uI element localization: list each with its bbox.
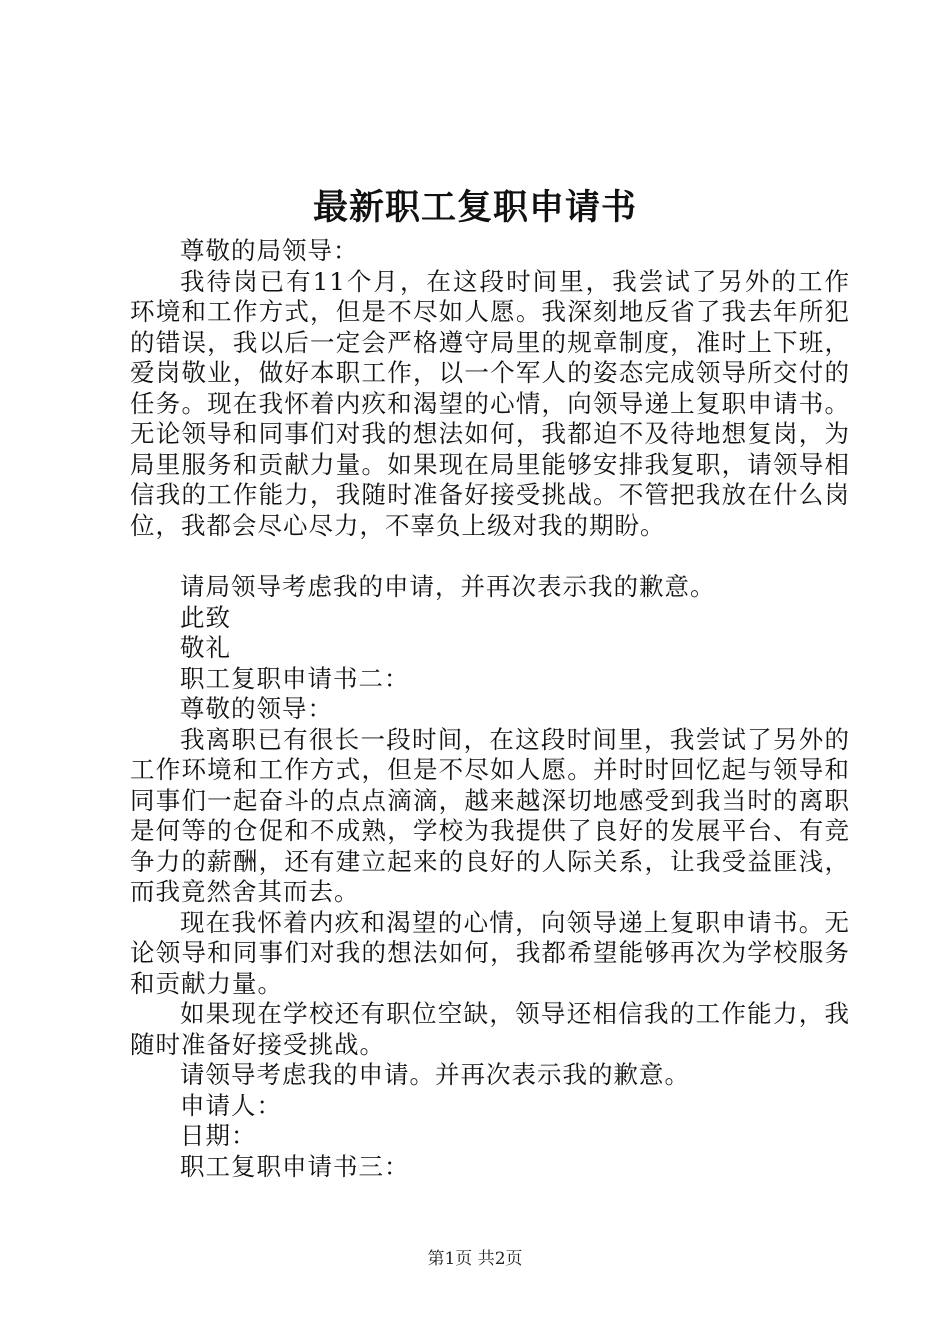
page-footer: 第1页 共2页 — [427, 1249, 523, 1269]
salutation: 尊敬的局领导： — [180, 236, 359, 265]
paragraph-gap — [130, 541, 850, 572]
date-line: 日期： — [180, 1121, 257, 1150]
body-paragraph: 请领导考虑我的申请。并再次表示我的歉意。 — [180, 1060, 690, 1089]
document-body — [130, 236, 850, 1182]
section-heading: 职工复职申请书三： — [180, 1151, 410, 1181]
body-paragraph: 我待岗已有11个月，在这段时间里，我尝试了另外的工作环境和工作方式，但是不尽如人愿。我深刻地反省了我去年所犯的错误，我以后一定会严格遵守局里的规章制度，准时上下班，爱岗敬业，做好本职工作，以一个军人的姿态完成领导所交付的任务。现在我怀着内疚和渴望的心情，向领导递上复职申请书。无论领导和同事们对我的想法如何，我都迫不及待地想复岗，为局里服务和贡献力量。如果现在局里能够安排我复职，请领导相信我的工作能力，我随时准备好接受挑战。不管把我放在什么岗位，我都会尽心尽力，不辜负上级对我的期盼。 — [130, 266, 850, 540]
closing-line: 此致 — [180, 602, 231, 632]
body-paragraph: 现在我怀着内疚和渴望的心情，向领导递上复职申请书。无论领导和同事们对我的想法如何，我都希望能够再次为学校服务和贡献力量。 — [130, 907, 850, 998]
body-paragraph: 我离职已有很长一段时间，在这段时间里，我尝试了另外的工作环境和工作方式，但是不尽如人愿。并时时回忆起与领导和同事们一起奋斗的点点滴滴，越来越深切地感受到我当时的离职是何等的仓促和不成熟，学校为我提供了良好的发展平台、有竞争力的薪酬，还有建立起来的良好的人际关系，让我受益匪浅，而我竟然舍其而去。 — [130, 724, 850, 906]
section-heading: 职工复职申请书二： — [180, 663, 410, 693]
salutation: 尊敬的领导： — [180, 694, 333, 723]
document-title: 最新职工复职申请书 — [312, 187, 637, 228]
body-paragraph: 请局领导考虑我的申请，并再次表示我的歉意。 — [180, 572, 716, 601]
closing-line: 敬礼 — [180, 633, 231, 662]
body-paragraph: 如果现在学校还有职位空缺，领导还相信我的工作能力，我随时准备好接受挑战。 — [130, 999, 850, 1059]
applicant-line: 申请人： — [180, 1090, 282, 1120]
